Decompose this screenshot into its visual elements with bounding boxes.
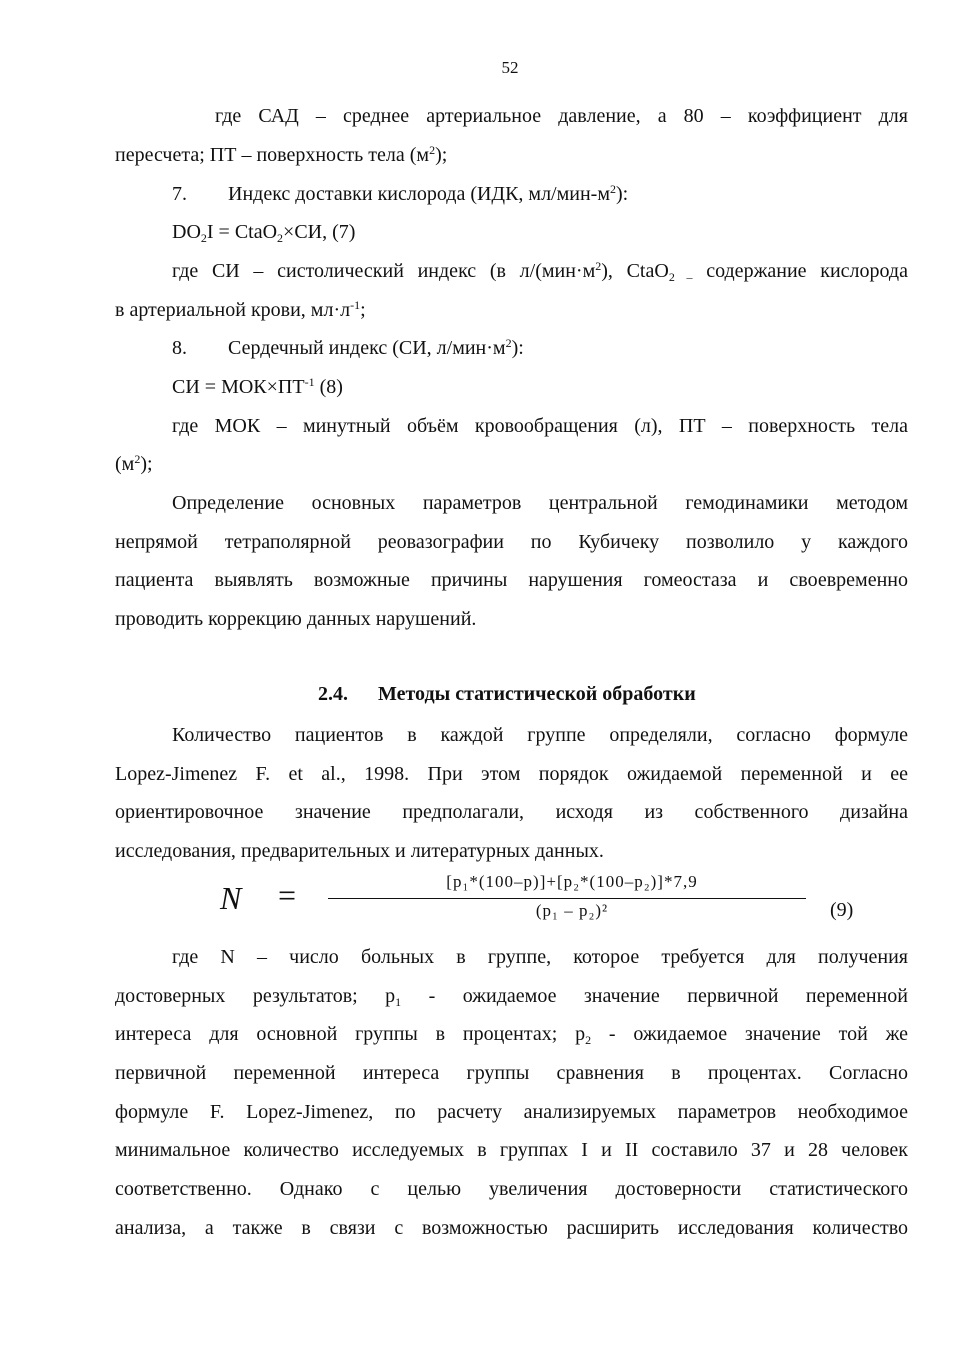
section-heading: 2.4. Методы статистической обработки: [318, 683, 696, 705]
page-number: 52: [501, 58, 519, 77]
paragraph-line: Определение основных параметров центральной гемодинамики методом: [172, 492, 908, 514]
paragraph-line: первичной переменной интереса группы сравнения в процентах. Согласно: [115, 1062, 908, 1084]
paragraph-line: анализа, а также в связи с возможностью расширить исследования количество: [115, 1217, 908, 1239]
formula-label: (9): [830, 899, 854, 921]
formula-7: $DO_2I$ = CtaO$_2$×СИ, (7): [172, 221, 356, 245]
text-line: в артериальной крови, $мл\cdot л^{-1}$;: [115, 298, 366, 321]
text-line: $(м^2)$;: [115, 452, 153, 475]
formula-9: [220, 872, 870, 922]
paragraph-line: минимальное количество исследуемых в группах I и II составило 37 и 28 человек: [115, 1139, 908, 1161]
paragraph-line: проводить коррекцию данных нарушений.: [115, 608, 477, 630]
paragraph-line: Lopez-Jimenez F. et al., 1998. При этом порядок ожидаемой переменной и ее: [115, 763, 908, 785]
text-line: где СИ – систолический индекс (в $л/(мин\cdot м^2)$, CtaO$_{2 -}$ содержание кислорода: [172, 259, 908, 284]
formula-numerator: [p₁*(100–p)]+[p₂*(100–p₂)]*7,9: [446, 872, 698, 891]
paragraph-line: пациента выявлять возможные причины нарушения гомеостаза и своевременно: [115, 569, 908, 591]
paragraph-line: соответственно. Однако с целью увеличения достоверности статистического: [115, 1178, 908, 1200]
text-line: пересчета; ПТ – поверхность тела $(м^2)$;: [115, 143, 448, 166]
paragraph-line: достоверных результатов; $p_1$ - ожидаемое значение первичной переменной: [115, 985, 908, 1009]
formula-8: СИ = $МОК\times ПТ^{-1}$ (8): [172, 375, 343, 398]
formula-denominator: (p₁ – p₂)²: [535, 901, 609, 920]
formula-lhs: N: [220, 880, 242, 916]
fraction-bar: [328, 898, 806, 899]
text-line: где САД – среднее артериальное давление, а 80 – коэффициент для: [215, 105, 908, 127]
list-item-8: 8. Сердечный индекс (СИ, $л/мин\cdot м^2$):: [172, 336, 524, 359]
formula-equals: =: [278, 877, 297, 913]
paragraph-line: где N – число больных в группе, которое требуется для получения: [172, 946, 908, 968]
paragraph-line: исследования, предварительных и литературных данных.: [115, 840, 604, 862]
text-line: где МОК – минутный объём кровообращения (л), ПТ – поверхность тела: [172, 415, 908, 437]
paragraph-line: непрямой тетраполярной реовазографии по Кубичеку позволило у каждого: [115, 531, 908, 553]
list-item-7: 7. Индекс доставки кислорода (ИДК, $мл/мин-м^2$):: [172, 182, 629, 205]
paragraph-line: Количество пациентов в каждой группе определяли, согласно формуле: [172, 724, 908, 746]
paragraph-line: ориентировочное значение предполагали, исходя из собственного дизайна: [115, 801, 908, 823]
paragraph-line: интереса для основной группы в процентах; $p_2$ - ожидаемое значение той же: [115, 1023, 909, 1047]
paragraph-line: формуле F. Lopez-Jimenez, по расчету анализируемых параметров необходимое: [115, 1101, 908, 1123]
